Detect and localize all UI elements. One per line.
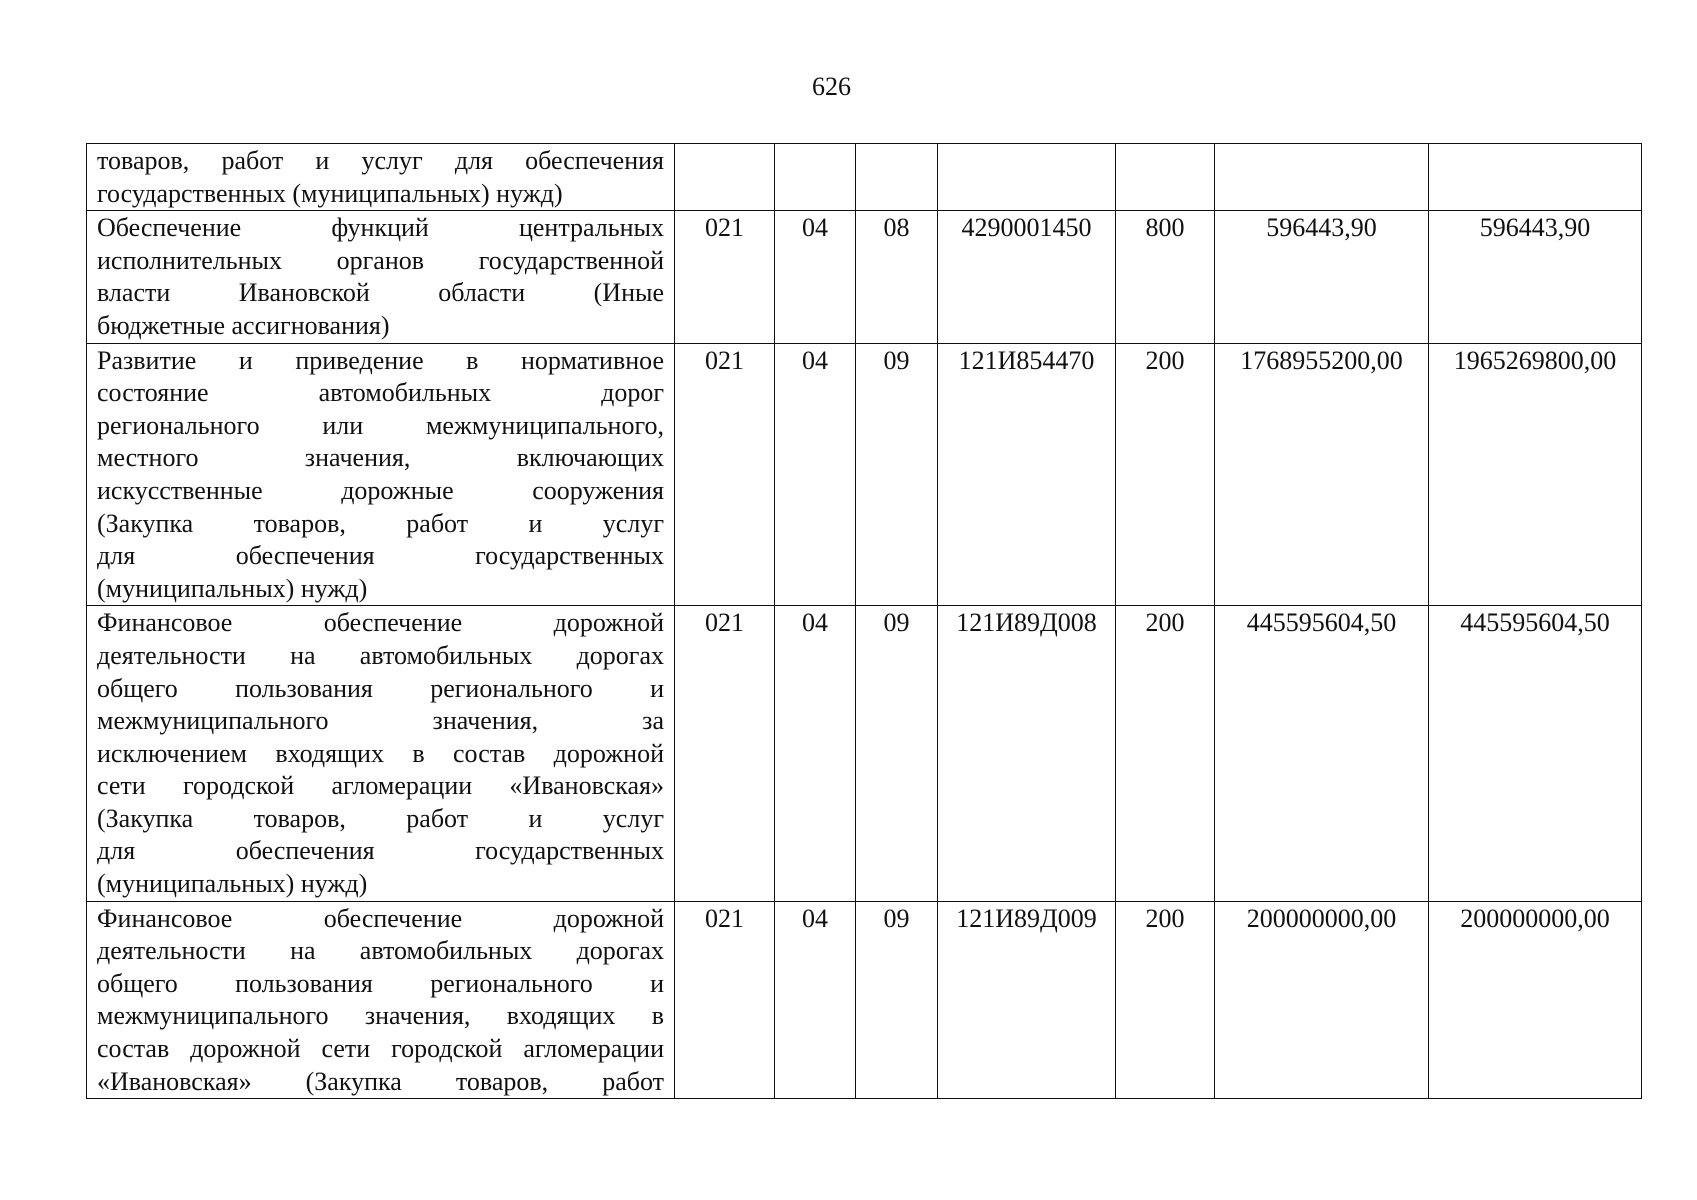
description-line: бюджетные ассигнования) [97, 310, 390, 340]
amount-year2-cell: 445595604,50 [1429, 606, 1642, 901]
description-line: общего пользования регионального и [97, 673, 664, 703]
section-code-cell: 04 [775, 211, 856, 343]
description-line: межмуниципального значения, входящих в [97, 1001, 664, 1031]
description-line: (Закупка товаров, работ и услуг [97, 508, 664, 538]
description-line: регионального или межмуниципального, [97, 410, 664, 440]
description-line: исключением входящих в состав дорожной [97, 738, 664, 768]
description-line: для обеспечения государственных [97, 836, 664, 866]
expense-type-cell: 200 [1116, 606, 1215, 901]
table-body [87, 144, 1642, 1099]
table-row [87, 144, 1642, 211]
expense-type-cell: 200 [1116, 343, 1215, 606]
description-cell [87, 211, 675, 343]
admin-code-cell: 021 [675, 343, 775, 606]
description-line: Финансовое обеспечение дорожной [97, 608, 664, 638]
page-number: 626 [812, 72, 851, 101]
description-cell [87, 901, 675, 1099]
amount-year1-cell: 200000000,00 [1215, 901, 1429, 1099]
target-article-cell: 121И89Д009 [938, 901, 1116, 1099]
amount-year1-cell: 445595604,50 [1215, 606, 1429, 901]
target-article-cell: 121И89Д008 [938, 606, 1116, 901]
subsection-code-cell: 08 [856, 211, 938, 343]
amount-year2-cell: 596443,90 [1429, 211, 1642, 343]
description-cell [87, 144, 675, 211]
section-code-cell: 04 [775, 343, 856, 606]
description-line: «Ивановская» (Закупка товаров, работ [97, 1066, 664, 1096]
subsection-code-cell [856, 144, 938, 211]
expense-type-cell: 800 [1116, 211, 1215, 343]
amount-year1-cell [1215, 144, 1429, 211]
description-line: состояние автомобильных дорог [97, 378, 664, 408]
description-line: Развитие и приведение в нормативное [97, 345, 664, 375]
description-line: межмуниципального значения, за [97, 706, 664, 736]
target-article-cell: 121И854470 [938, 343, 1116, 606]
description-cell [87, 606, 675, 901]
description-line: исполнительных органов государственной [97, 245, 664, 275]
description-line: общего пользования регионального и [97, 968, 664, 998]
expense-type-cell: 200 [1116, 901, 1215, 1099]
description-line: Обеспечение функций центральных [97, 213, 664, 243]
table-row [87, 901, 1642, 1099]
amount-year2-cell: 1965269800,00 [1429, 343, 1642, 606]
amount-year2-cell: 200000000,00 [1429, 901, 1642, 1099]
section-code-cell [775, 144, 856, 211]
admin-code-cell: 021 [675, 901, 775, 1099]
description-line: местного значения, включающих [97, 443, 664, 473]
description-line: состав дорожной сети городской агломерации [97, 1034, 664, 1064]
description-line: (муниципальных) нужд) [97, 869, 368, 899]
amount-year1-cell: 596443,90 [1215, 211, 1429, 343]
description-line: деятельности на автомобильных дорогах [97, 640, 664, 670]
subsection-code-cell: 09 [856, 606, 938, 901]
description-line: Финансовое обеспечение дорожной [97, 903, 664, 933]
section-code-cell: 04 [775, 606, 856, 901]
description-line: товаров, работ и услуг для обеспечения [97, 146, 664, 175]
section-code-cell: 04 [775, 901, 856, 1099]
admin-code-cell: 021 [675, 606, 775, 901]
target-article-cell [938, 144, 1116, 211]
amount-year2-cell [1429, 144, 1642, 211]
admin-code-cell [675, 144, 775, 211]
table-row [87, 606, 1642, 901]
subsection-code-cell: 09 [856, 343, 938, 606]
description-line: деятельности на автомобильных дорогах [97, 936, 664, 966]
description-line: государственных (муниципальных) нужд) [97, 178, 563, 208]
description-line: искусственные дорожные сооружения [97, 475, 664, 505]
description-line: сети городской агломерации «Ивановская» [97, 771, 664, 801]
description-line: для обеспечения государственных [97, 541, 664, 571]
description-cell [87, 343, 675, 606]
table-row [87, 343, 1642, 606]
budget-table [86, 143, 1642, 1099]
description-line: (муниципальных) нужд) [97, 573, 368, 603]
description-line: власти Ивановской области (Иные [97, 278, 664, 308]
target-article-cell: 4290001450 [938, 211, 1116, 343]
admin-code-cell: 021 [675, 211, 775, 343]
table-row [87, 211, 1642, 343]
subsection-code-cell: 09 [856, 901, 938, 1099]
description-line: (Закупка товаров, работ и услуг [97, 803, 664, 833]
expense-type-cell [1116, 144, 1215, 211]
amount-year1-cell: 1768955200,00 [1215, 343, 1429, 606]
